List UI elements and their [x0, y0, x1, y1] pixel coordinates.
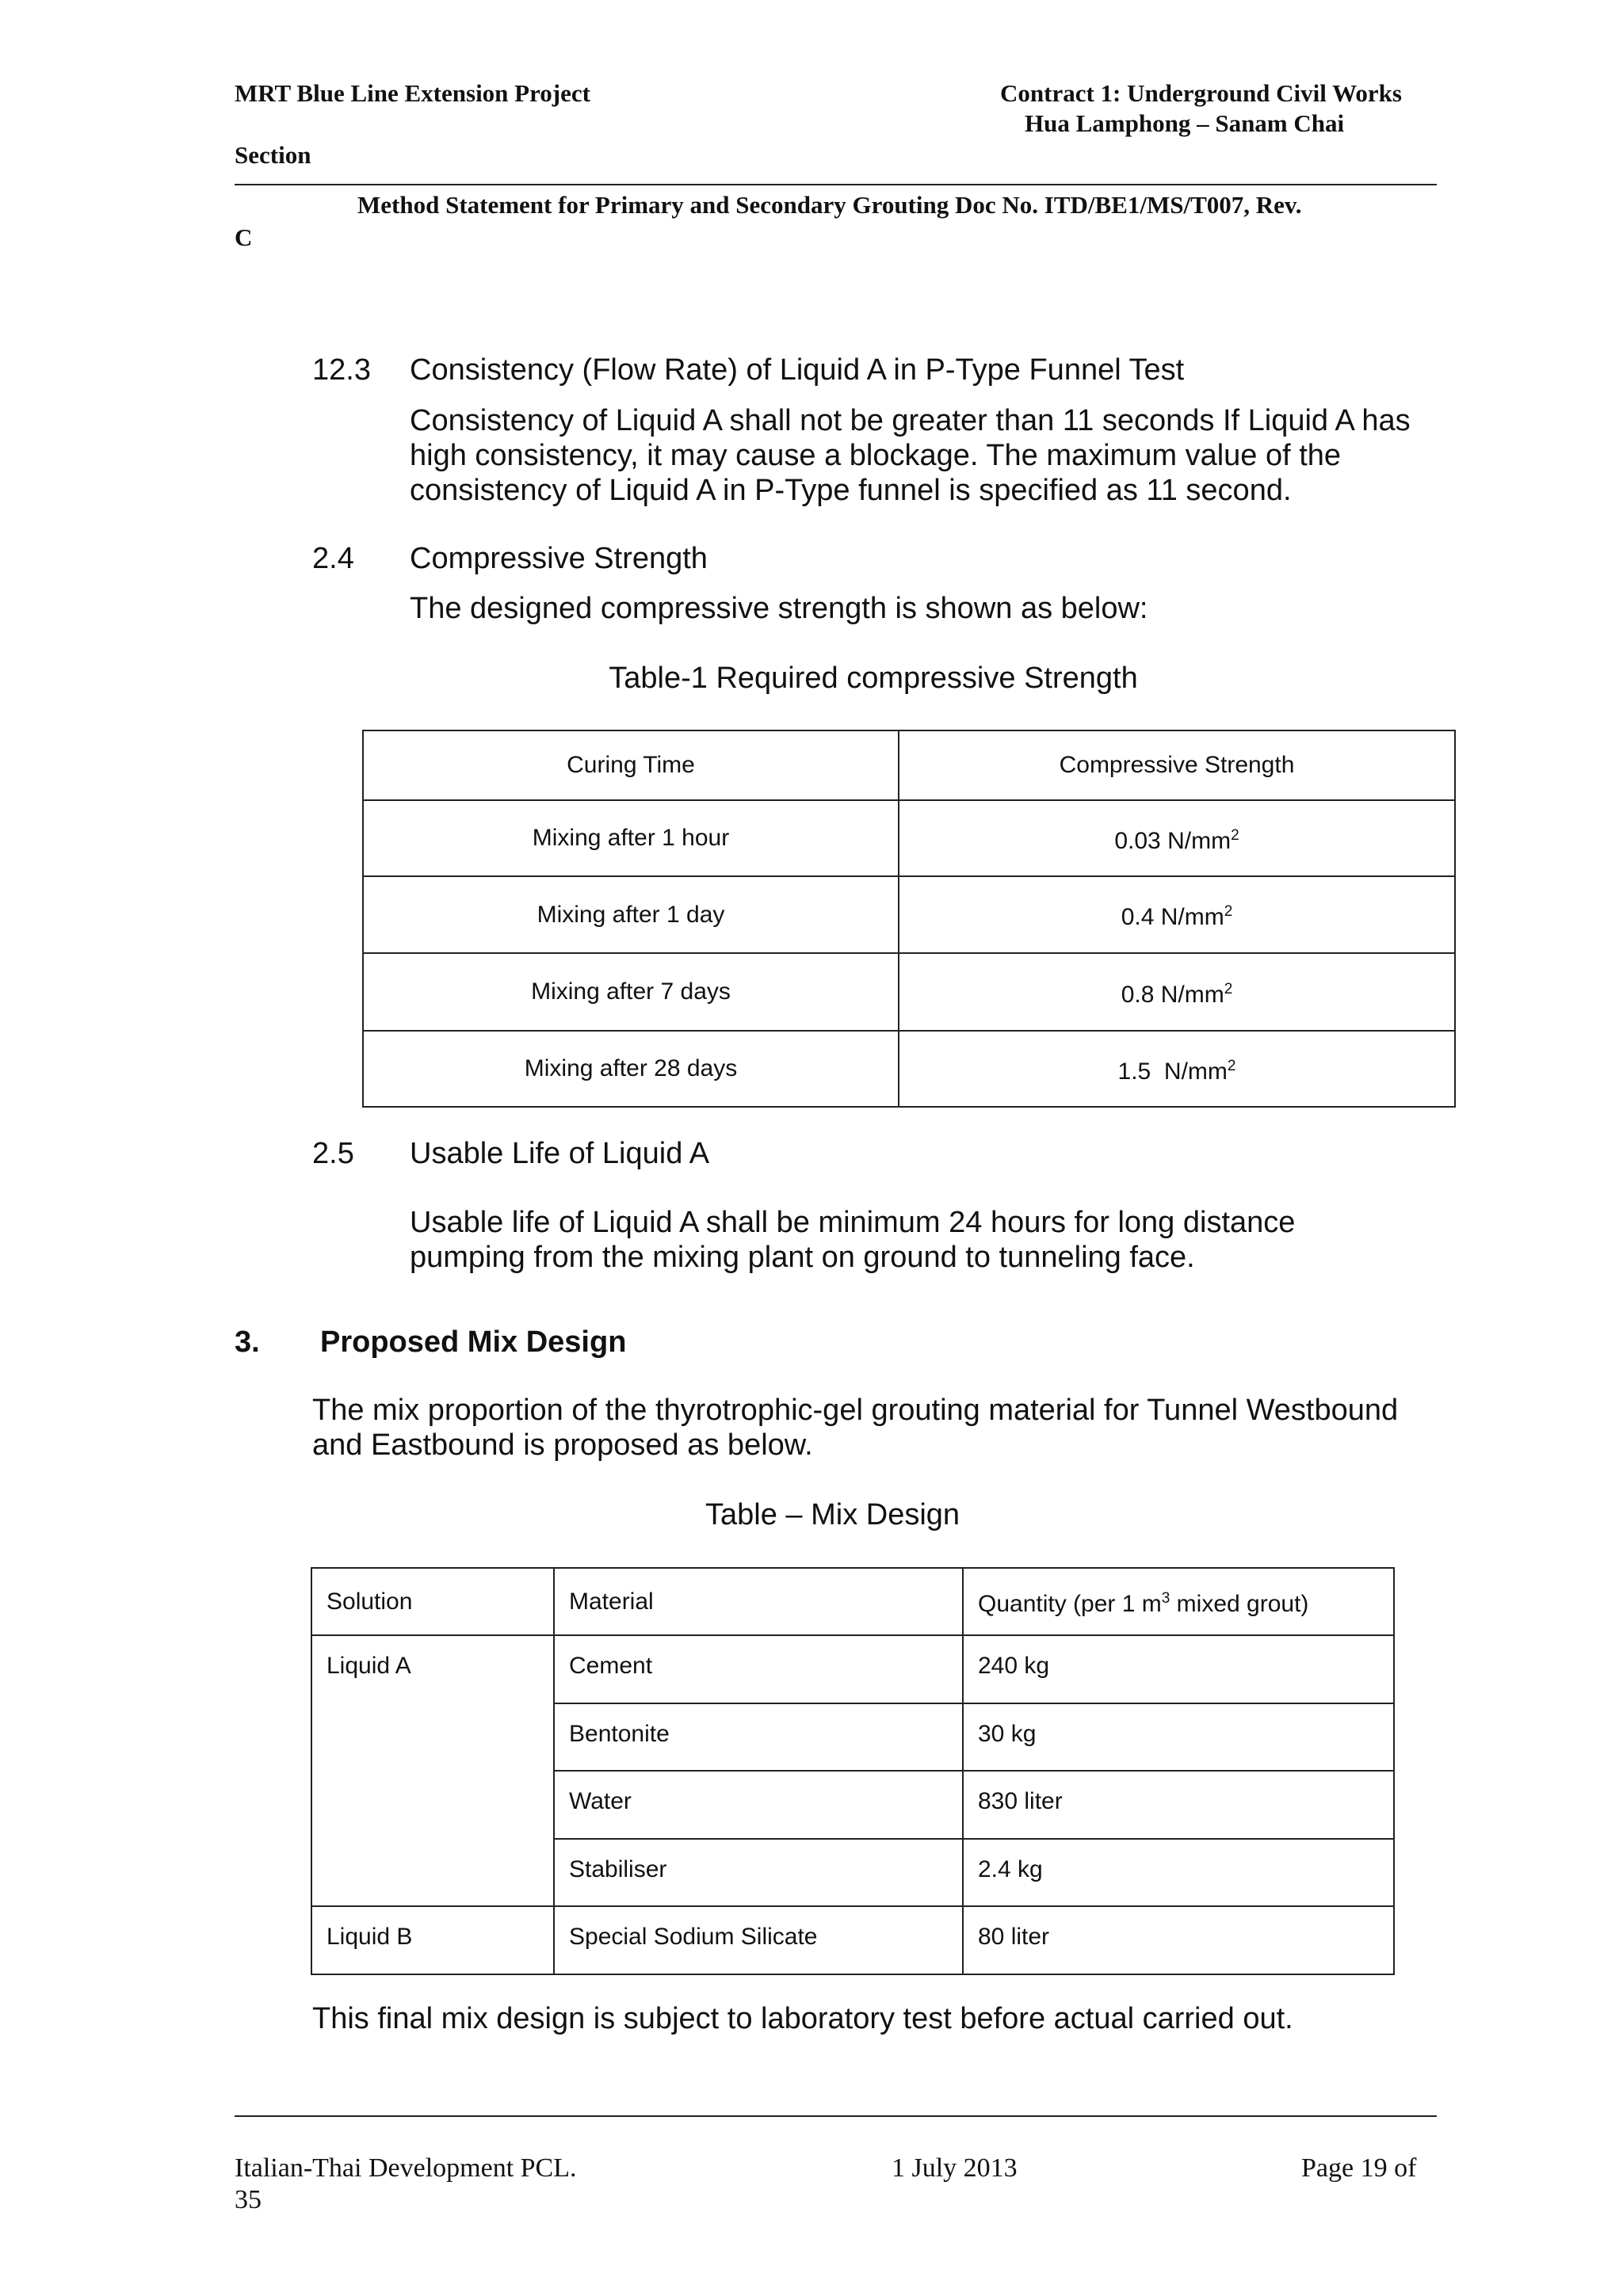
curing-time-cell: Mixing after 1 day: [363, 876, 899, 953]
header-compressive-strength: Compressive Strength: [899, 730, 1455, 800]
table-row: [363, 1031, 1455, 1107]
section-12-3-paragraph: [410, 403, 1456, 508]
strength-value: 0.4: [1121, 904, 1155, 930]
table-header-row: [363, 730, 1455, 800]
table-row: [363, 953, 1455, 1031]
section-2-5-number: 2.5: [312, 1137, 354, 1170]
strength-unit: N/mm: [1163, 1058, 1228, 1085]
header-section: Section: [235, 141, 311, 169]
header-quantity: Quantity (per 1 $m^3$ mixed grout): [963, 1568, 1394, 1635]
strength-unit: N/mm: [1167, 827, 1232, 854]
quantity-cell: 240 kg: [963, 1635, 1394, 1703]
header-rev-letter: C: [235, 223, 253, 251]
strength-unit: N/mm: [1160, 904, 1224, 930]
paragraph-line: Consistency of Liquid A shall not be greater than 11 seconds If Liquid A has: [410, 404, 1411, 437]
paragraph-line: Usable life of Liquid A shall be minimum 24 hours for long distance: [410, 1206, 1296, 1239]
table-2-caption: Table – Mix Design: [705, 1498, 960, 1531]
strength-cell: [899, 953, 1455, 1031]
paragraph-line: and Eastbound is proposed as below.: [312, 1428, 813, 1462]
header-curing-time: Curing Time: [363, 730, 899, 800]
strength-cell: [899, 800, 1455, 876]
solution-cell-liquid-b: Liquid B: [311, 1906, 554, 1974]
table-header-row: [311, 1568, 1394, 1635]
material-cell: Bentonite: [554, 1703, 963, 1771]
section-2-5-paragraph: [410, 1205, 1456, 1275]
footer-date: 1 July 2013: [892, 2153, 1018, 2183]
header-location: Hua Lamphong – Sanam Chai: [1025, 109, 1345, 137]
footer-page-label: Page 19 of: [1301, 2153, 1417, 2183]
section-3-paragraph: [312, 1393, 1461, 1463]
strength-unit: N/mm: [1160, 981, 1224, 1008]
material-cell: Stabiliser: [554, 1839, 963, 1906]
section-2-4-number: 2.4: [312, 542, 354, 575]
table-1-caption: Table-1 Required compressive Strength: [609, 662, 1138, 695]
curing-time-cell: Mixing after 7 days: [363, 953, 899, 1031]
material-cell: Special Sodium Silicate: [554, 1906, 963, 1974]
header-rule: [235, 184, 1437, 185]
mix-design-table: [311, 1567, 1395, 1975]
strength-cell: [899, 876, 1455, 953]
section-3-title: Proposed Mix Design: [320, 1325, 627, 1359]
paragraph-line: pumping from the mixing plant on ground to tunneling face.: [410, 1241, 1195, 1274]
table-row: [363, 876, 1455, 953]
section-3-note: This final mix design is subject to laboratory test before actual carried out.: [312, 2002, 1293, 2035]
quantity-cell: 30 kg: [963, 1703, 1394, 1771]
solution-cell-liquid-a: Liquid A: [311, 1635, 554, 1906]
section-2-4-text: The designed compressive strength is shown as below:: [410, 592, 1148, 625]
table-row: [311, 1635, 1394, 1703]
quantity-cell: 2.4 kg: [963, 1839, 1394, 1906]
strength-value: 0.8: [1121, 981, 1155, 1008]
strength-value: 1.5: [1117, 1058, 1158, 1085]
section-12-3-title: Consistency (Flow Rate) of Liquid A in P-Type Funnel Test: [410, 353, 1185, 387]
paragraph-line: consistency of Liquid A in P-Type funnel is specified as 11 second.: [410, 474, 1292, 507]
footer-rule: [235, 2115, 1437, 2117]
header-contract: Contract 1: Underground Civil Works: [1000, 79, 1402, 107]
table-row: [363, 800, 1455, 876]
section-12-3-number: 12.3: [312, 353, 371, 387]
material-cell: Cement: [554, 1635, 963, 1703]
strength-unit-sup: 2: [1231, 826, 1239, 844]
compressive-strength-table: [362, 730, 1456, 1108]
quantity-cell: 830 liter: [963, 1771, 1394, 1839]
footer-company: Italian-Thai Development PCL.: [235, 2153, 577, 2183]
paragraph-line: high consistency, it may cause a blockage. The maximum value of the: [410, 439, 1342, 472]
strength-unit-sup: 2: [1227, 1057, 1236, 1074]
strength-cell: [899, 1031, 1455, 1107]
section-2-4-title: Compressive Strength: [410, 542, 708, 575]
section-2-5-title: Usable Life of Liquid A: [410, 1137, 710, 1170]
quantity-cell: 80 liter: [963, 1906, 1394, 1974]
curing-time-cell: Mixing after 1 hour: [363, 800, 899, 876]
strength-unit-sup: 2: [1224, 903, 1233, 920]
strength-value: 0.03: [1114, 827, 1161, 854]
section-3-number: 3.: [235, 1325, 260, 1359]
header-doc-line: Method Statement for Primary and Secondary Grouting Doc No. ITD/BE1/MS/T007, Rev.: [357, 191, 1302, 219]
curing-time-cell: Mixing after 28 days: [363, 1031, 899, 1107]
material-cell: Water: [554, 1771, 963, 1839]
paragraph-line: The mix proportion of the thyrotrophic-gel grouting material for Tunnel Westbound: [312, 1394, 1399, 1427]
header-solution: Solution: [311, 1568, 554, 1635]
header-material: Material: [554, 1568, 963, 1635]
strength-unit-sup: 2: [1224, 980, 1233, 997]
header-project: MRT Blue Line Extension Project: [235, 79, 590, 107]
footer-page-total: 35: [235, 2185, 262, 2214]
table-row: [311, 1906, 1394, 1974]
